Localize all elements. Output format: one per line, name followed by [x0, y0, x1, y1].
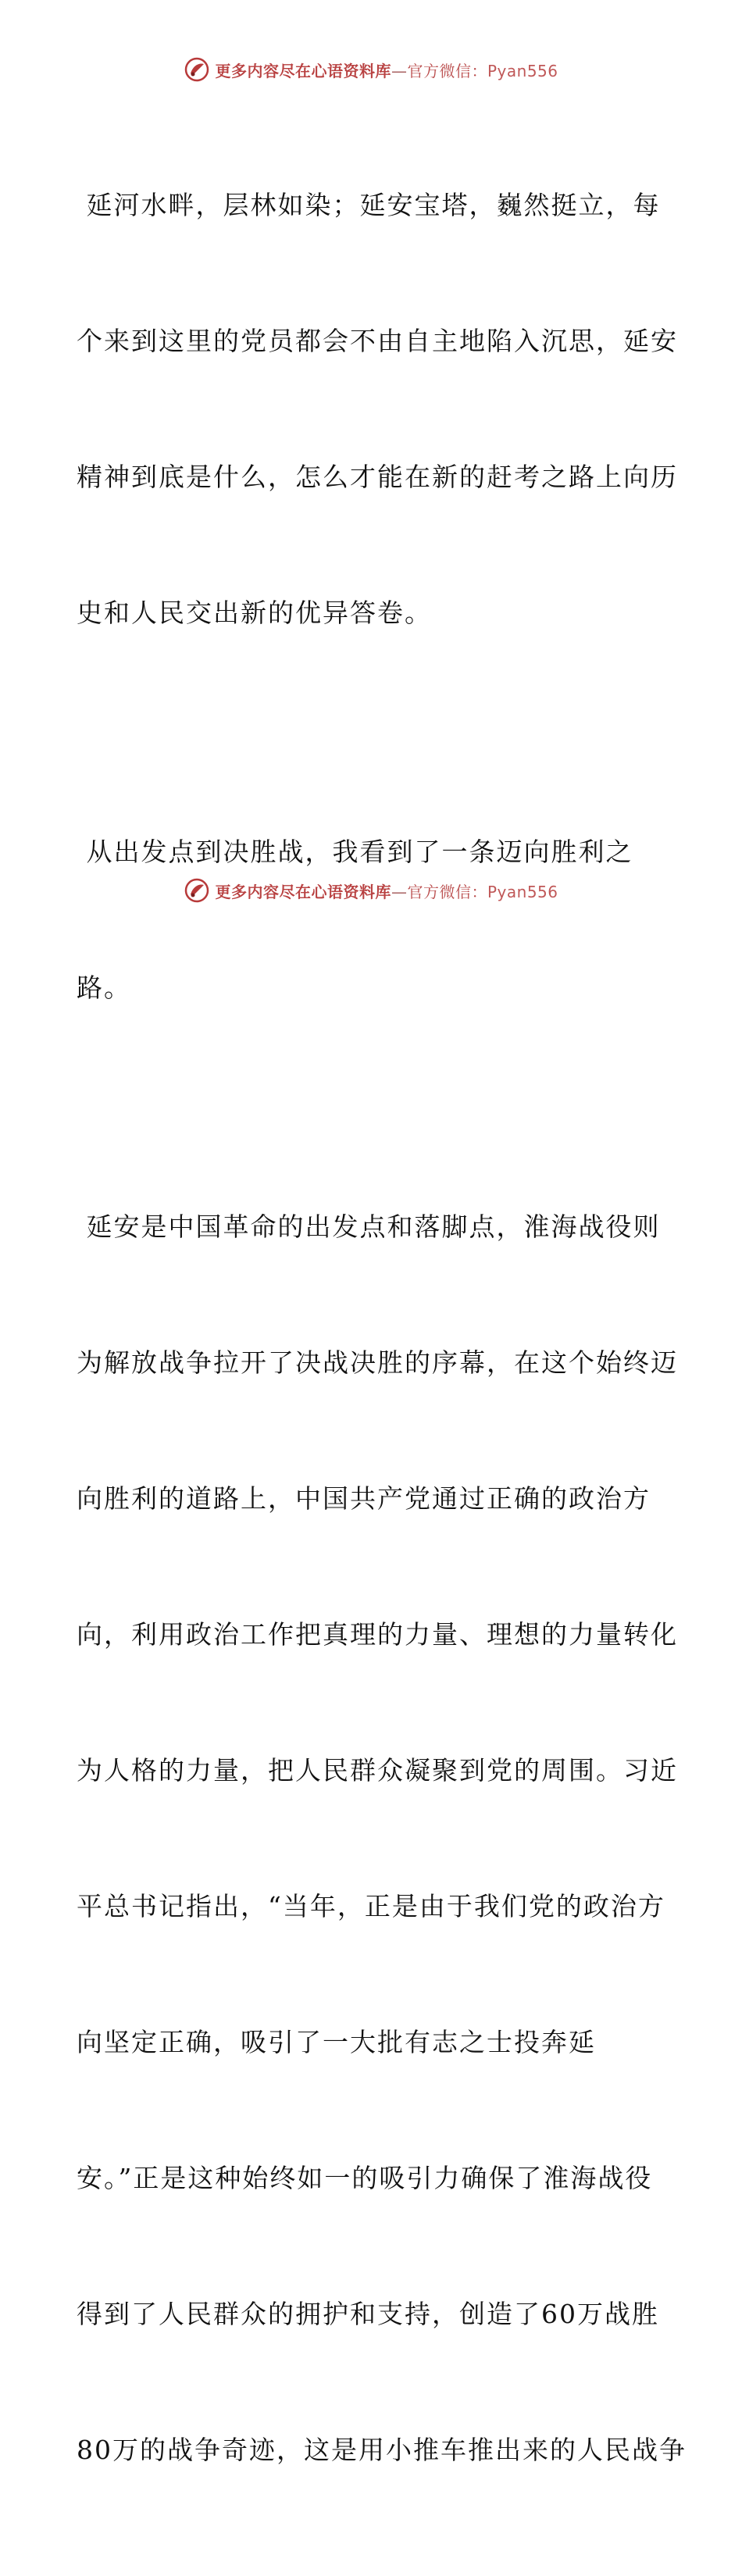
paragraph [77, 92, 678, 726]
footer-watermark [0, 877, 742, 904]
text-line: 精神到底是什么，怎么才能在新的赶考之路上向历 [77, 462, 678, 492]
watermark-separator: — [391, 882, 408, 901]
watermark-brand: 更多内容尽在心语资料库 [215, 882, 391, 901]
text-line: 安。”正是这种始终如一的吸引力确保了淮海战役 [77, 2163, 653, 2193]
paragraph [77, 739, 670, 1101]
text-line: 延安是中国革命的出发点和落脚点，淮海战役则 [77, 1211, 661, 1242]
text-line: 从出发点到决胜战，我看到了一条迈向胜利之 [77, 837, 633, 867]
text-line: 路。 [77, 972, 131, 1003]
paragraph [77, 1114, 687, 2564]
watermark-id: Pyan556 [487, 882, 558, 901]
brand-logo-icon [184, 56, 210, 83]
watermark-label: 官方微信： [407, 882, 487, 901]
text-line: 平总书记指出，“当年，正是由于我们党的政治方 [77, 1891, 665, 1921]
watermark-brand: 更多内容尽在心语资料库 [215, 61, 391, 80]
watermark-text [215, 879, 558, 902]
watermark-separator: — [391, 61, 408, 80]
header-watermark [0, 56, 742, 83]
watermark-label: 官方微信： [407, 61, 487, 80]
text-line: 史和人民交出新的优异答卷。 [77, 598, 432, 628]
text-line: 个来到这里的党员都会不由自主地陷入沉思，延安 [77, 326, 678, 356]
watermark-id: Pyan556 [487, 61, 558, 80]
text-line: 为人格的力量，把人民群众凝聚到党的周围。习近 [77, 1755, 678, 1786]
text-line: 向坚定正确，吸引了一大批有志之士投奔延 [77, 2027, 596, 2057]
text-line: 延河水畔，层林如染；延安宝塔，巍然挺立，每 [77, 190, 661, 220]
text-line: 向，利用政治工作把真理的力量、理想的力量转化 [77, 1619, 678, 1650]
watermark-text [215, 59, 558, 81]
text-line: 80万的战争奇迹，这是用小推车推出来的人民战争 [77, 2435, 687, 2465]
text-line: 为解放战争拉开了决战决胜的序幕，在这个始终迈 [77, 1347, 678, 1378]
brand-logo-icon [184, 877, 210, 904]
document-body [77, 92, 687, 2576]
text-line: 得到了人民群众的拥护和支持，创造了60万战胜 [77, 2299, 659, 2329]
text-line: 向胜利的道路上，中国共产党通过正确的政治方 [77, 1483, 651, 1514]
